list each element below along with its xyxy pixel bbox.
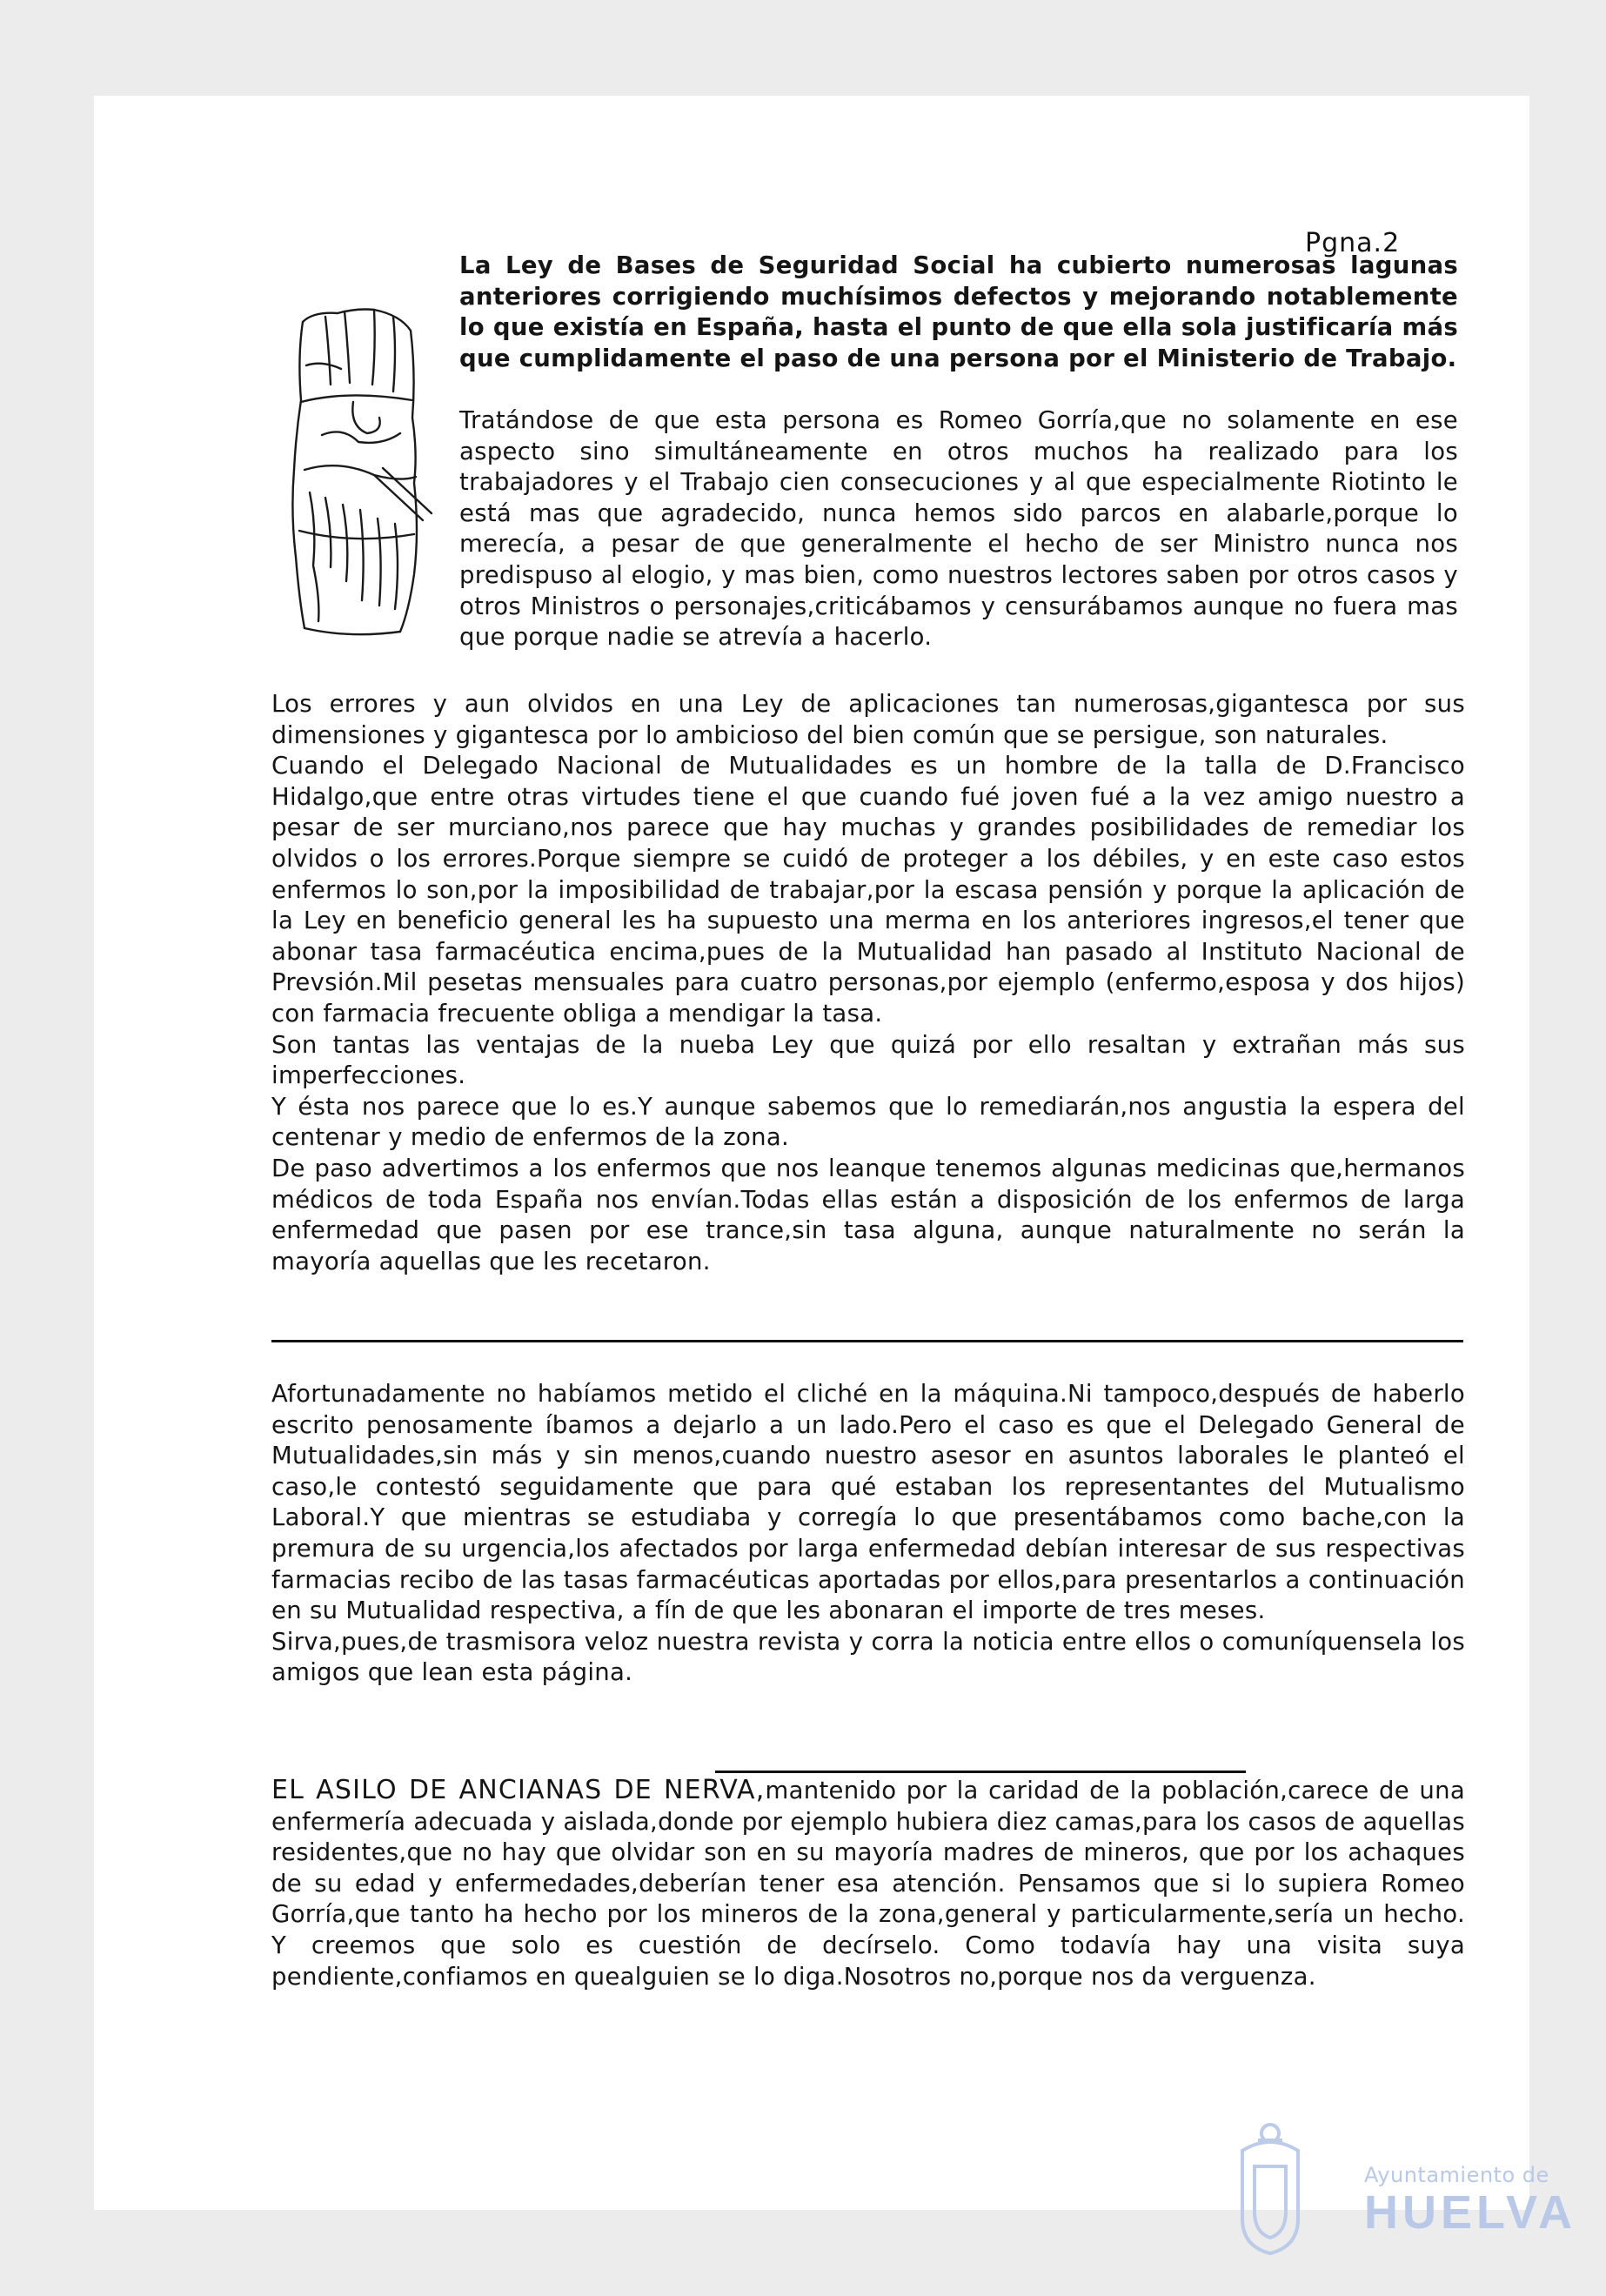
paragraph	[271, 1775, 1465, 1992]
followup-article	[271, 1379, 1465, 1689]
paragraph: Cuando el Delegado Nacional de Mutualidades es un hombre de la talla de D.Francisco Hidalgo,que entre otras virtudes tiene el que cuando fué joven fué a la vez amigo nuestro a pesar de ser murciano,nos parece que hay muchas y grandes posibilidades de remediar los olvidos o los errores.Porque siempre se cuidó de proteger a los débiles, y en este caso estos enfermos lo son,por la imposibilidad de trabajar,por la escasa pensión y porque la aplicación de la Ley en beneficio general les ha supuesto una merma en los anteriores ingresos,el tener que abonar tasa farmacéutica encima,pues de la Mutualidad han pasado al Instituto Nacional de Prevsión.Mil pesetas mensuales para cuatro personas,por ejemplo (enfermo,esposa y dos hijos) con farmacia frecuente obliga a mendigar la tasa.	[271, 752, 1465, 1028]
watermark-line2: HUELVA	[1364, 2186, 1576, 2239]
paragraph: Los errores y aun olvidos en una Ley de aplicaciones tan numerosas,gigantesca por sus dimensiones y gigantesca por lo ambicioso del bien común que se persigue, son naturales.	[271, 690, 1465, 749]
romeo-paragraph	[459, 405, 1458, 653]
paragraph: Tratándose de que esta persona es Romeo Gorría,que no solamente en ese aspecto sino simultáneamente en otros muchos ha realizado para los trabajadores y el Trabajo cien consecuciones y al que especialmente Riotinto le está mas que agradecido, nunca hemos sido parcos en alabarle,porque lo merecía, a pesar de que generalmente el hecho de ser Ministro nunca nos predispuso al elogio, y mas bien, como nuestros lectores saben por otros casos y otros Ministros o personajes,criticábamos y censurábamos aunque no fuera mas que porque nadie se atrevía a hacerlo.	[459, 406, 1458, 652]
page-number: Pgna.2	[1305, 228, 1401, 258]
asilo-heading: EL ASILO DE ANCIANAS DE NERVA,	[271, 1775, 766, 1805]
paragraph: La Ley de Bases de Seguridad Social ha cubierto numerosas lagunas anteriores corrigiendo muchísimos defectos y mejorando notablemente lo que existía en España, hasta el punto de que ella sola justificaría más que cumplidamente el paso de una persona por el Ministerio de Trabajo.	[459, 251, 1458, 372]
watermark-line1: Ayuntamiento de	[1364, 2163, 1549, 2187]
main-body	[271, 689, 1465, 1277]
asilo-body: mantenido por la caridad de la población,carece de una enfermería adecuada y aislada,donde por ejemplo hubiera diez camas,para los casos de aquellas residentes,que no hay que olvidar son en su mayoría madres de mineros, que por los achaques de su edad y enfermedades,deberían tener esa atención. Pensamos que si lo supiera Romeo Gorría,que tanto ha hecho por los mineros de la zona,general y particularmente,sería un hecho. Y creemos que solo es cuestión de decírselo. Como todavía hay una visita suya pendiente,confiamos en quealguien se lo diga.Nosotros no,porque nos da verguenza.	[271, 1777, 1465, 1991]
paragraph: Afortunadamente no habíamos metido el cliché en la máquina.Ni tampoco,después de haberlo escrito penosamente íbamos a dejarlo a un lado.Pero el caso es que el Delegado General de Mutualidades,sin más y sin menos,cuando nuestro asesor en asuntos laborales le planteó el caso,le contestó seguidamente que para qué estaban los representantes del Mutualismo Laboral.Y que mientras se estudiaba y corregía lo que presentábamos como bache,con la premura de su urgencia,los afectados por larga enfermedad debían interesar de sus respectivas farmacias recibo de las tasas farmacéuticas aportadas por ellos,para presentarlos a continuación en su Mutualidad respectiva, a fín de que les abonaran el importe de tres meses.	[271, 1380, 1465, 1625]
intro-paragraph	[459, 251, 1458, 374]
divider	[271, 1340, 1463, 1342]
paragraph: Sirva,pues,de trasmisora veloz nuestra revista y corra la noticia entre ellos o comuníquensela los amigos que lean esta página.	[271, 1627, 1465, 1687]
paragraph: De paso advertimos a los enfermos que nos leanque tenemos algunas medicinas que,hermanos médicos de toda España nos envían.Todas ellas están a disposición de los enfermos de larga enfermedad que pasen por ese trance,sin tasa alguna, aunque naturalmente no serán la mayoría aquellas que les recetaron.	[271, 1154, 1465, 1275]
asilo-article	[271, 1775, 1465, 1992]
caricature-sketch	[270, 305, 452, 639]
paragraph: Y ésta nos parece que lo es.Y aunque sabemos que lo remediarán,nos angustia la espera del centenar y medio de enfermos de la zona.	[271, 1092, 1465, 1152]
paragraph: Son tantas las ventajas de la nueba Ley que quizá por ello resaltan y extrañan más sus imperfecciones.	[271, 1030, 1465, 1090]
divider	[715, 1771, 1246, 1773]
